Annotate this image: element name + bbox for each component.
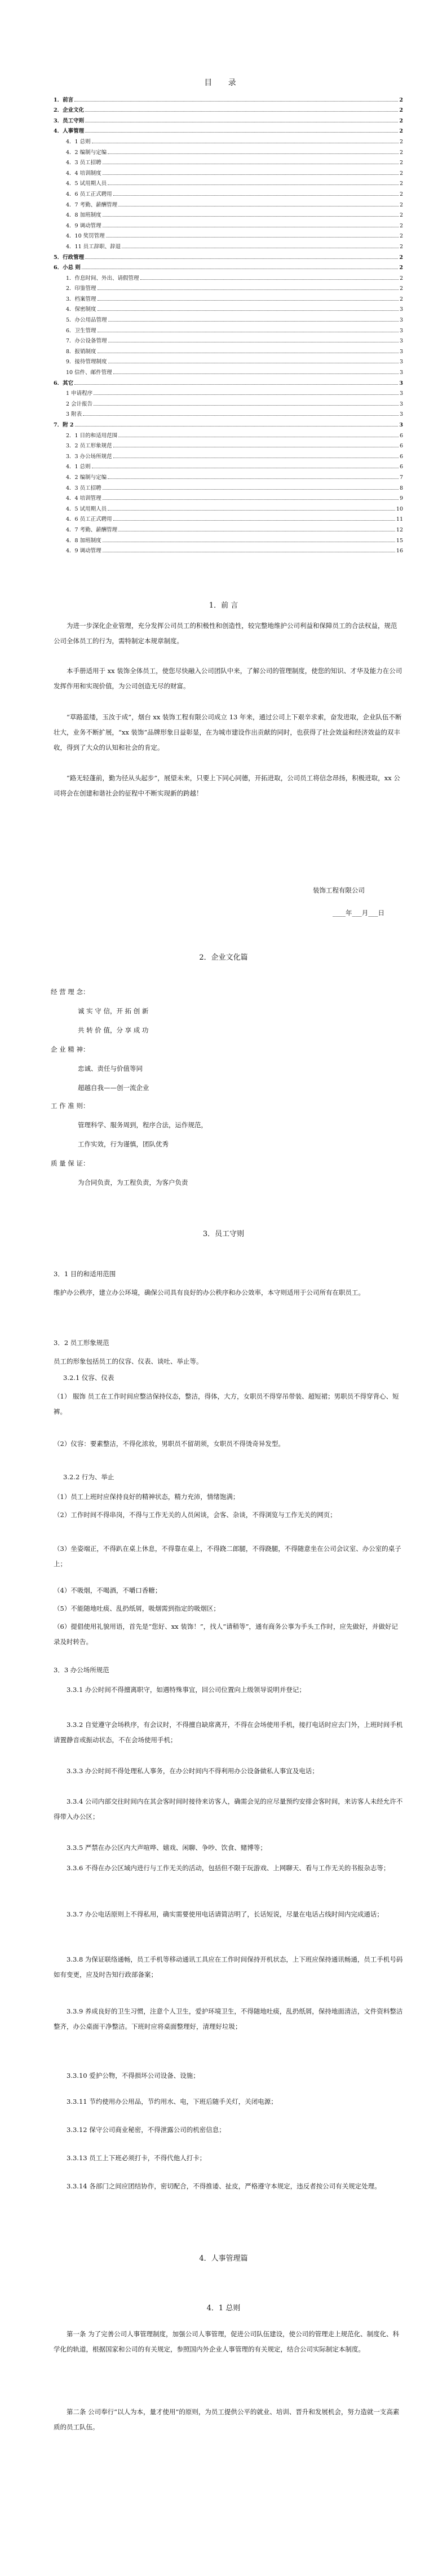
toc-item-label: 6．小总 则 [54, 265, 81, 271]
toc-leader [108, 153, 399, 154]
toc-item-page: 2 [399, 254, 403, 261]
toc-item-label: 4．3 员工招聘 [66, 485, 101, 491]
toc-item[interactable] [54, 481, 403, 491]
toc-item-page: 2 [399, 107, 403, 114]
rules-heading-3-1: 3．1 目的和适用范围 [54, 1270, 116, 1278]
preface-paragraph-2: 本手册适用于 xx 装饰全体员工，使您尽快融入公司团队中来，了解公司的管理制度，使您的知识、才华及能力在公司发挥作用和实现价值，为公司创造无尽的财富。 [54, 667, 402, 690]
toc-leader [113, 195, 399, 196]
toc-item[interactable] [54, 417, 403, 428]
toc-item-label: 1．作息时间、外出、请假管理 [66, 275, 139, 282]
toc-item[interactable] [54, 103, 403, 114]
toc-item[interactable] [54, 229, 403, 240]
rules-3-3-14: 3.3.14 各部门之间应团结协作，密切配合，不得推诿、扯皮，严格遵守本规定，违反者按公司有关规定处理。 [67, 2182, 381, 2190]
toc-item-label: 4．10 奖罚管理 [66, 233, 105, 240]
toc-item-page: 2 [399, 285, 403, 292]
toc-item-page: 2 [399, 149, 403, 156]
rules-3-3-4: 3.3.4 公司内部交往时间内在其会客时间时接待来访客人，确需会见的应尽量预约安排会客时间，来访客人未经允许不得带入办公区； [54, 1797, 403, 1821]
toc-item-page: 2 [399, 212, 403, 219]
toc-item[interactable] [54, 344, 403, 355]
toc-leader [103, 499, 399, 500]
toc-leader [108, 184, 399, 185]
culture-line-1b: 共 转 价 值，分 享 成 功 [78, 1026, 149, 1034]
toc-leader [74, 384, 398, 385]
toc-item-label: 4．5 试用期人员 [66, 505, 107, 512]
toc-item[interactable] [54, 302, 403, 313]
toc-item-label: 4．8 加班制度 [66, 537, 101, 544]
toc-item-label: 3．2 员工形象规范 [66, 443, 112, 450]
toc-item[interactable] [54, 533, 403, 544]
toc-item-page: 2 [399, 117, 403, 124]
preface-paragraph-3: “草路蓝缕，玉汝于成”，烟台 xx 装饰工程有限公司成立 13 年来，通过公司上下艰辛求索，奋发进取，企业队伍不断壮大，业务不断扩展，“xx 装饰”品牌形象日益彰显，在为城市建设作出贡献的同时，也获得了社会效益和经济效益的双丰收，得到了大众的认知和社会的肯定。 [54, 713, 402, 751]
toc-leader [108, 510, 395, 511]
toc-item-label: 4．9 调动管理 [66, 222, 101, 229]
culture-label-3: 工 作 准 则： [51, 1102, 90, 1110]
toc-item[interactable] [54, 93, 403, 103]
toc-item-page: 2 [399, 275, 403, 282]
toc-item[interactable] [54, 134, 403, 145]
toc-item[interactable] [54, 439, 403, 450]
toc-item-label: 3．员工守则 [54, 117, 85, 124]
toc-leader [103, 489, 399, 490]
toc-item-page: 2 [399, 191, 403, 197]
toc-leader [106, 237, 399, 238]
toc-leader [94, 405, 399, 406]
toc-item-page: 7 [399, 474, 403, 481]
rules-3-3-1: 3.3.1 办公时间不得擅离职守，如遇特殊事宜，回公司位置向上级领导说明并登记； [67, 1686, 306, 1694]
toc-item-label: 3．3 办公场所规范 [66, 453, 112, 460]
toc-item-page: 3 [399, 327, 403, 334]
toc-item[interactable] [54, 355, 403, 366]
rules-item-6: （6）提倡使用礼貌用语，首先是“您好、xx 装饰！”，找人“请稍等”，通有商务公事为手头工作时，应先做好，并做好记录及时转告。 [54, 1623, 398, 1646]
toc-item-label: 5．行政管理 [54, 254, 85, 261]
toc-item[interactable] [54, 386, 403, 397]
toc-item-page: 11 [396, 516, 403, 523]
toc-item-page: 2 [399, 96, 403, 103]
toc-leader [85, 258, 398, 259]
rules-paragraph-3-2-1b: （2）仪容：要素整洁，不得化浓妆，男职员不留胡须，女职员不得烫奇异发型。 [54, 1440, 285, 1448]
toc-item-label: 2 会计报告 [66, 401, 93, 407]
toc-item-page: 6 [399, 464, 403, 471]
toc-item[interactable] [54, 522, 403, 533]
toc-item-label: 7．附 2 [54, 422, 74, 428]
toc-item-page: 2 [399, 160, 403, 166]
rules-3-3-8: 3.3.8 为保证联络通畅，员工手机等移动通讯工具应在工作时间保持开机状态，上下班应保持通讯畅通，员工手机号码如有变更，应及时告知行政部备案； [54, 1955, 403, 1979]
toc-item-page: 3 [399, 338, 403, 345]
toc-item-page: 3 [399, 370, 403, 376]
toc-item-label: 4．人事管理 [54, 128, 85, 135]
toc-item-label: 4．6 员工正式聘用 [66, 516, 112, 523]
toc-item[interactable] [54, 365, 403, 376]
toc-item[interactable] [54, 145, 403, 156]
toc-item[interactable] [54, 544, 403, 555]
rules-item-3: （3）坐姿端正，不得趴在桌上休息，不得靠在桌上，不得跷二郎腿，不得跷腿，不得随意坐在公司会议室、办公室的桌子上； [54, 1545, 401, 1568]
toc-item-label: 4．7 考勤、薪酬管理 [66, 526, 118, 533]
hr-paragraph-1: 第一条 为了完善公司人事管理制度，加强公司人事管理，促进公司队伍建设，使公司的管理走上规范化、制度化、科学化的轨道，根据国家和公司的有关规定，参照国内外企业人事管理的有关规定，结合公司实际制定本制度。 [54, 2330, 400, 2353]
toc-item[interactable] [54, 502, 403, 512]
toc-item-page: 3 [399, 422, 403, 428]
rules-paragraph-3-2-1a: （1） 服饰 员工在工作时间应整洁保持仪态，整洁，得体，大方，女职员不得穿吊带装、超短裙；男职员不得穿背心、短裤。 [54, 1392, 399, 1416]
toc-item-page: 2 [399, 265, 403, 271]
toc-item-page: 16 [396, 548, 403, 555]
toc-title: 目 录 [204, 78, 243, 87]
toc-item-label: 4．2 编制与定编 [66, 149, 107, 156]
toc-leader [113, 373, 399, 374]
toc-item-label: 9．接待管理制度 [66, 359, 107, 366]
hr-heading-4-1: 4．1 总则 [206, 2304, 241, 2313]
toc-item-label: 2．企业文化 [54, 107, 85, 114]
rules-item-2: （2）工作时间不得串岗，不得与工作无关的人员闲谈，会客、杂谈，不得浏览与工作无关的网页； [54, 1511, 337, 1519]
rules-3-3-5: 3.3.5 严禁在办公区内大声喧哗、嬉戏、闲聊、争吵、饮食、赌博等； [67, 1844, 267, 1852]
rules-heading-3-3: 3．3 办公场所规范 [54, 1666, 109, 1674]
toc-item[interactable] [54, 113, 403, 124]
toc-item-label: 2．1 目的和适用范围 [66, 432, 118, 439]
toc-item[interactable] [54, 460, 403, 471]
toc-item[interactable] [54, 239, 403, 250]
toc-item-label: 8．报销制度 [66, 348, 96, 355]
toc-item-page: 6 [399, 453, 403, 460]
toc-item-page: 3 [399, 411, 403, 418]
toc-item-page: 2 [399, 243, 403, 250]
toc-item-label: 3．档案管理 [66, 296, 96, 302]
table-of-contents [54, 93, 403, 554]
toc-item-page: 6 [399, 432, 403, 439]
signature-date: ____年___月___日 [333, 909, 384, 917]
toc-item-page: 3 [399, 306, 403, 313]
toc-item-page: 3 [399, 317, 403, 324]
toc-item-page: 6 [399, 443, 403, 450]
rules-paragraph-3-2: 员工的形象包括员工的仪容、仪表、谈吐、举止等。 [54, 1357, 203, 1365]
toc-item[interactable] [54, 313, 403, 323]
rules-3-3-3: 3.3.3 办公时间不得处理私人事务，在办公时间内不得利用办公设备做私人事宜及电话； [67, 1767, 318, 1775]
toc-item-page: 2 [399, 128, 403, 135]
toc-item[interactable] [54, 397, 403, 407]
toc-item-label: 7．办公设备管理 [66, 338, 107, 345]
toc-item-label: 4．4 培训管理 [66, 495, 101, 502]
culture-label-1: 经 营 理 念： [51, 988, 90, 996]
toc-item-page: 2 [399, 181, 403, 187]
toc-item[interactable] [54, 334, 403, 345]
toc-item[interactable] [54, 428, 403, 439]
toc-leader [103, 216, 399, 217]
hr-paragraph-2: 第二条 公司奉行“以人为本，量才使用”的原则，为员工提供公平的就业、培训、晋升和发展机会，努力造就一支高素质的员工队伍。 [54, 2408, 400, 2431]
culture-line-1a: 诚 实 守 信，开 拓 创 新 [78, 1007, 149, 1015]
toc-item[interactable] [54, 124, 403, 135]
toc-leader [85, 111, 398, 112]
toc-item[interactable] [54, 187, 403, 197]
toc-item-page: 3 [399, 390, 403, 397]
toc-item-label: 4．2 编制与定编 [66, 474, 107, 481]
toc-item-label: 4．8 加班制度 [66, 212, 101, 219]
rules-sub-3-2-2: 3.2.2 行为、举止 [63, 1473, 114, 1481]
toc-item-page: 2 [399, 138, 403, 145]
toc-item[interactable] [54, 292, 403, 302]
rules-3-3-12: 3.3.12 保守公司商业秘密，不得泄露公司的机密信息； [67, 2126, 225, 2134]
toc-leader [74, 101, 398, 102]
toc-item-page: 2 [399, 222, 403, 229]
toc-item[interactable] [54, 156, 403, 166]
toc-item[interactable] [54, 166, 403, 177]
toc-leader [75, 426, 399, 427]
preface-paragraph-1: 为进一步深化企业管理，充分发挥公司员工的积极性和创造性，较完整地维护公司利益和保障员工的合法权益，规范公司全体员工的行为，需特制定本规章制度。 [54, 622, 397, 645]
toc-item[interactable] [54, 282, 403, 292]
toc-leader [83, 415, 399, 416]
toc-item-page: 3 [399, 380, 403, 386]
toc-leader [85, 132, 398, 133]
culture-line-4a: 为合同负责，为工程负责，为客户负责 [78, 1179, 188, 1186]
toc-item-label: 4．1 总则 [66, 138, 91, 145]
toc-leader [94, 394, 399, 395]
toc-item-page: 12 [396, 526, 403, 533]
toc-item-page: 9 [399, 495, 403, 502]
culture-label-2: 企 业 精 神： [51, 1045, 90, 1053]
rules-3-3-9: 3.3.9 养成良好的卫生习惯，注意个人卫生，爱护环境卫生，不得随地吐痰，乱扔纸屑，保持地面清洁，文件资料整洁整齐，办公桌面干净整洁。下班时应将桌面整理好，清理好垃圾； [54, 2007, 403, 2030]
toc-item-label: 4．1 总则 [66, 464, 91, 471]
rules-3-3-6: 3.3.6 不得在办公区域内进行与工作无关的活动，包括但不限于玩游戏、上网聊天、看与工作无关的书报杂志等； [67, 1864, 390, 1872]
preface-paragraph-4: “路无轻蓬前，勤为径从头起步”，展望未来，只要上下同心同德，开拓进取，公司员工将信念昂扬，积极进取，xx 公司将会在创建和谐社会的征程中不断实现新的跨越！ [54, 774, 400, 797]
rules-paragraph-3-1: 维护办公秩序，建立办公环境，确保公司具有良好的办公秩序和办公效率，本守则适用于公司所有在职员工。 [54, 1289, 365, 1296]
toc-item-label: 4．3 员工招聘 [66, 160, 101, 166]
toc-item-label: 6．其它 [54, 380, 74, 386]
rules-title: 3．员工守则 [202, 1230, 245, 1238]
toc-item[interactable] [54, 512, 403, 523]
company-signature: 装饰工程有限公司 [313, 886, 365, 894]
toc-item-page: 2 [399, 170, 403, 177]
toc-item-label: 3 附表 [66, 411, 82, 418]
toc-item-page: 2 [399, 201, 403, 208]
hr-title: 4．人事管理篇 [199, 2254, 248, 2263]
toc-item-label: 4．6 员工正式聘用 [66, 191, 112, 197]
toc-item[interactable] [54, 208, 403, 219]
toc-item-label: 4．7 考勤、薪酬管理 [66, 201, 118, 208]
toc-leader [103, 174, 399, 175]
toc-item-label: 10 信件、邮件管理 [66, 370, 112, 376]
toc-item[interactable] [54, 449, 403, 460]
rules-3-3-11: 3.3.11 节约使用办公用品，节约用水、电，下班后随手关灯，关闭电源； [67, 2098, 277, 2105]
toc-leader [140, 279, 399, 280]
rules-3-3-13: 3.3.13 员工上下班必须打卡，不得代他人打卡； [67, 2154, 206, 2162]
toc-item-label: 4．保密制度 [66, 306, 96, 313]
toc-item[interactable] [54, 177, 403, 187]
toc-item[interactable] [54, 376, 403, 386]
rules-sub-3-2-1: 3.2.1 仪容、仪表 [63, 1374, 114, 1382]
toc-item[interactable] [54, 491, 403, 502]
toc-item[interactable] [54, 323, 403, 334]
toc-item-label: 1 申请程序 [66, 390, 93, 397]
toc-leader [108, 478, 399, 479]
toc-item-label: 4．5 试用期人员 [66, 181, 107, 187]
toc-item-page: 10 [396, 505, 403, 512]
rules-item-4: （4）不吸烟，不喝酒，不嚼口香糖； [54, 1586, 162, 1594]
rules-3-3-7: 3.3.7 办公电话原则上不得私用，确实需要使用电话请简洁明了，长话短说，尽量在电话占线时间内完成通话； [67, 1910, 383, 1918]
toc-leader [108, 321, 399, 322]
culture-line-3b: 工作实效，行为谨慎，团队优秀 [78, 1140, 169, 1148]
toc-item-label: 6．卫生管理 [66, 327, 96, 334]
culture-line-2b: 超越自我——创一流企业 [78, 1084, 149, 1092]
culture-line-2a: 忠诚、责任与价值等同 [78, 1065, 143, 1072]
toc-item-label: 4．9 调动管理 [66, 548, 101, 555]
toc-item-page: 2 [399, 233, 403, 240]
toc-item-label: 4．4 培训制度 [66, 170, 101, 177]
toc-item[interactable] [54, 261, 403, 271]
culture-line-3a: 管理科学、服务周到，程序合法，运作规范， [78, 1121, 207, 1129]
toc-item-page: 3 [399, 401, 403, 407]
toc-item-page: 2 [399, 296, 403, 302]
rules-heading-3-2: 3．2 员工形象规范 [54, 1339, 109, 1347]
toc-leader [98, 289, 399, 290]
toc-item[interactable] [54, 218, 403, 229]
toc-item-label: 1．前言 [54, 96, 74, 103]
toc-item-label: 4．11 员工辞职、辞退 [66, 243, 121, 250]
toc-item[interactable] [54, 271, 403, 282]
toc-item-page: 8 [399, 485, 403, 491]
toc-leader [113, 520, 395, 521]
rules-item-5: （5）不能随地吐痰、乱扔纸屑，吸烟需到指定的吸烟区； [54, 1604, 220, 1612]
toc-item-page: 3 [399, 348, 403, 355]
culture-label-4: 质 量 保 证： [51, 1159, 90, 1167]
toc-item[interactable] [54, 250, 403, 261]
toc-leader [98, 310, 399, 311]
toc-item-page: 3 [399, 359, 403, 366]
rules-3-3-10: 3.3.10 爱护公物，不得损坏公司设备、设施； [67, 2072, 200, 2080]
toc-item[interactable] [54, 197, 403, 208]
toc-item-label: 2．印鉴管理 [66, 285, 96, 292]
culture-title: 2．企业文化篇 [199, 953, 248, 962]
toc-item-page: 15 [396, 537, 403, 544]
rules-3-3-2: 3.3.2 自觉遵守会场秩序，有会议时，不得擅自缺席离开，不得在会场使用手机，接打电话时应去门外，上班时间手机请置静音或振动状态，不在会场使用手机； [54, 1721, 403, 1744]
rules-item-1: （1）员工上班时应保持良好的精神状态，精力充沛，情绪饱满； [54, 1493, 240, 1501]
preface-title: 1．前 言 [209, 601, 238, 610]
toc-leader [98, 300, 399, 301]
toc-item[interactable] [54, 407, 403, 418]
toc-item-label: 5．办公用品管理 [66, 317, 107, 324]
toc-item[interactable] [54, 470, 403, 481]
